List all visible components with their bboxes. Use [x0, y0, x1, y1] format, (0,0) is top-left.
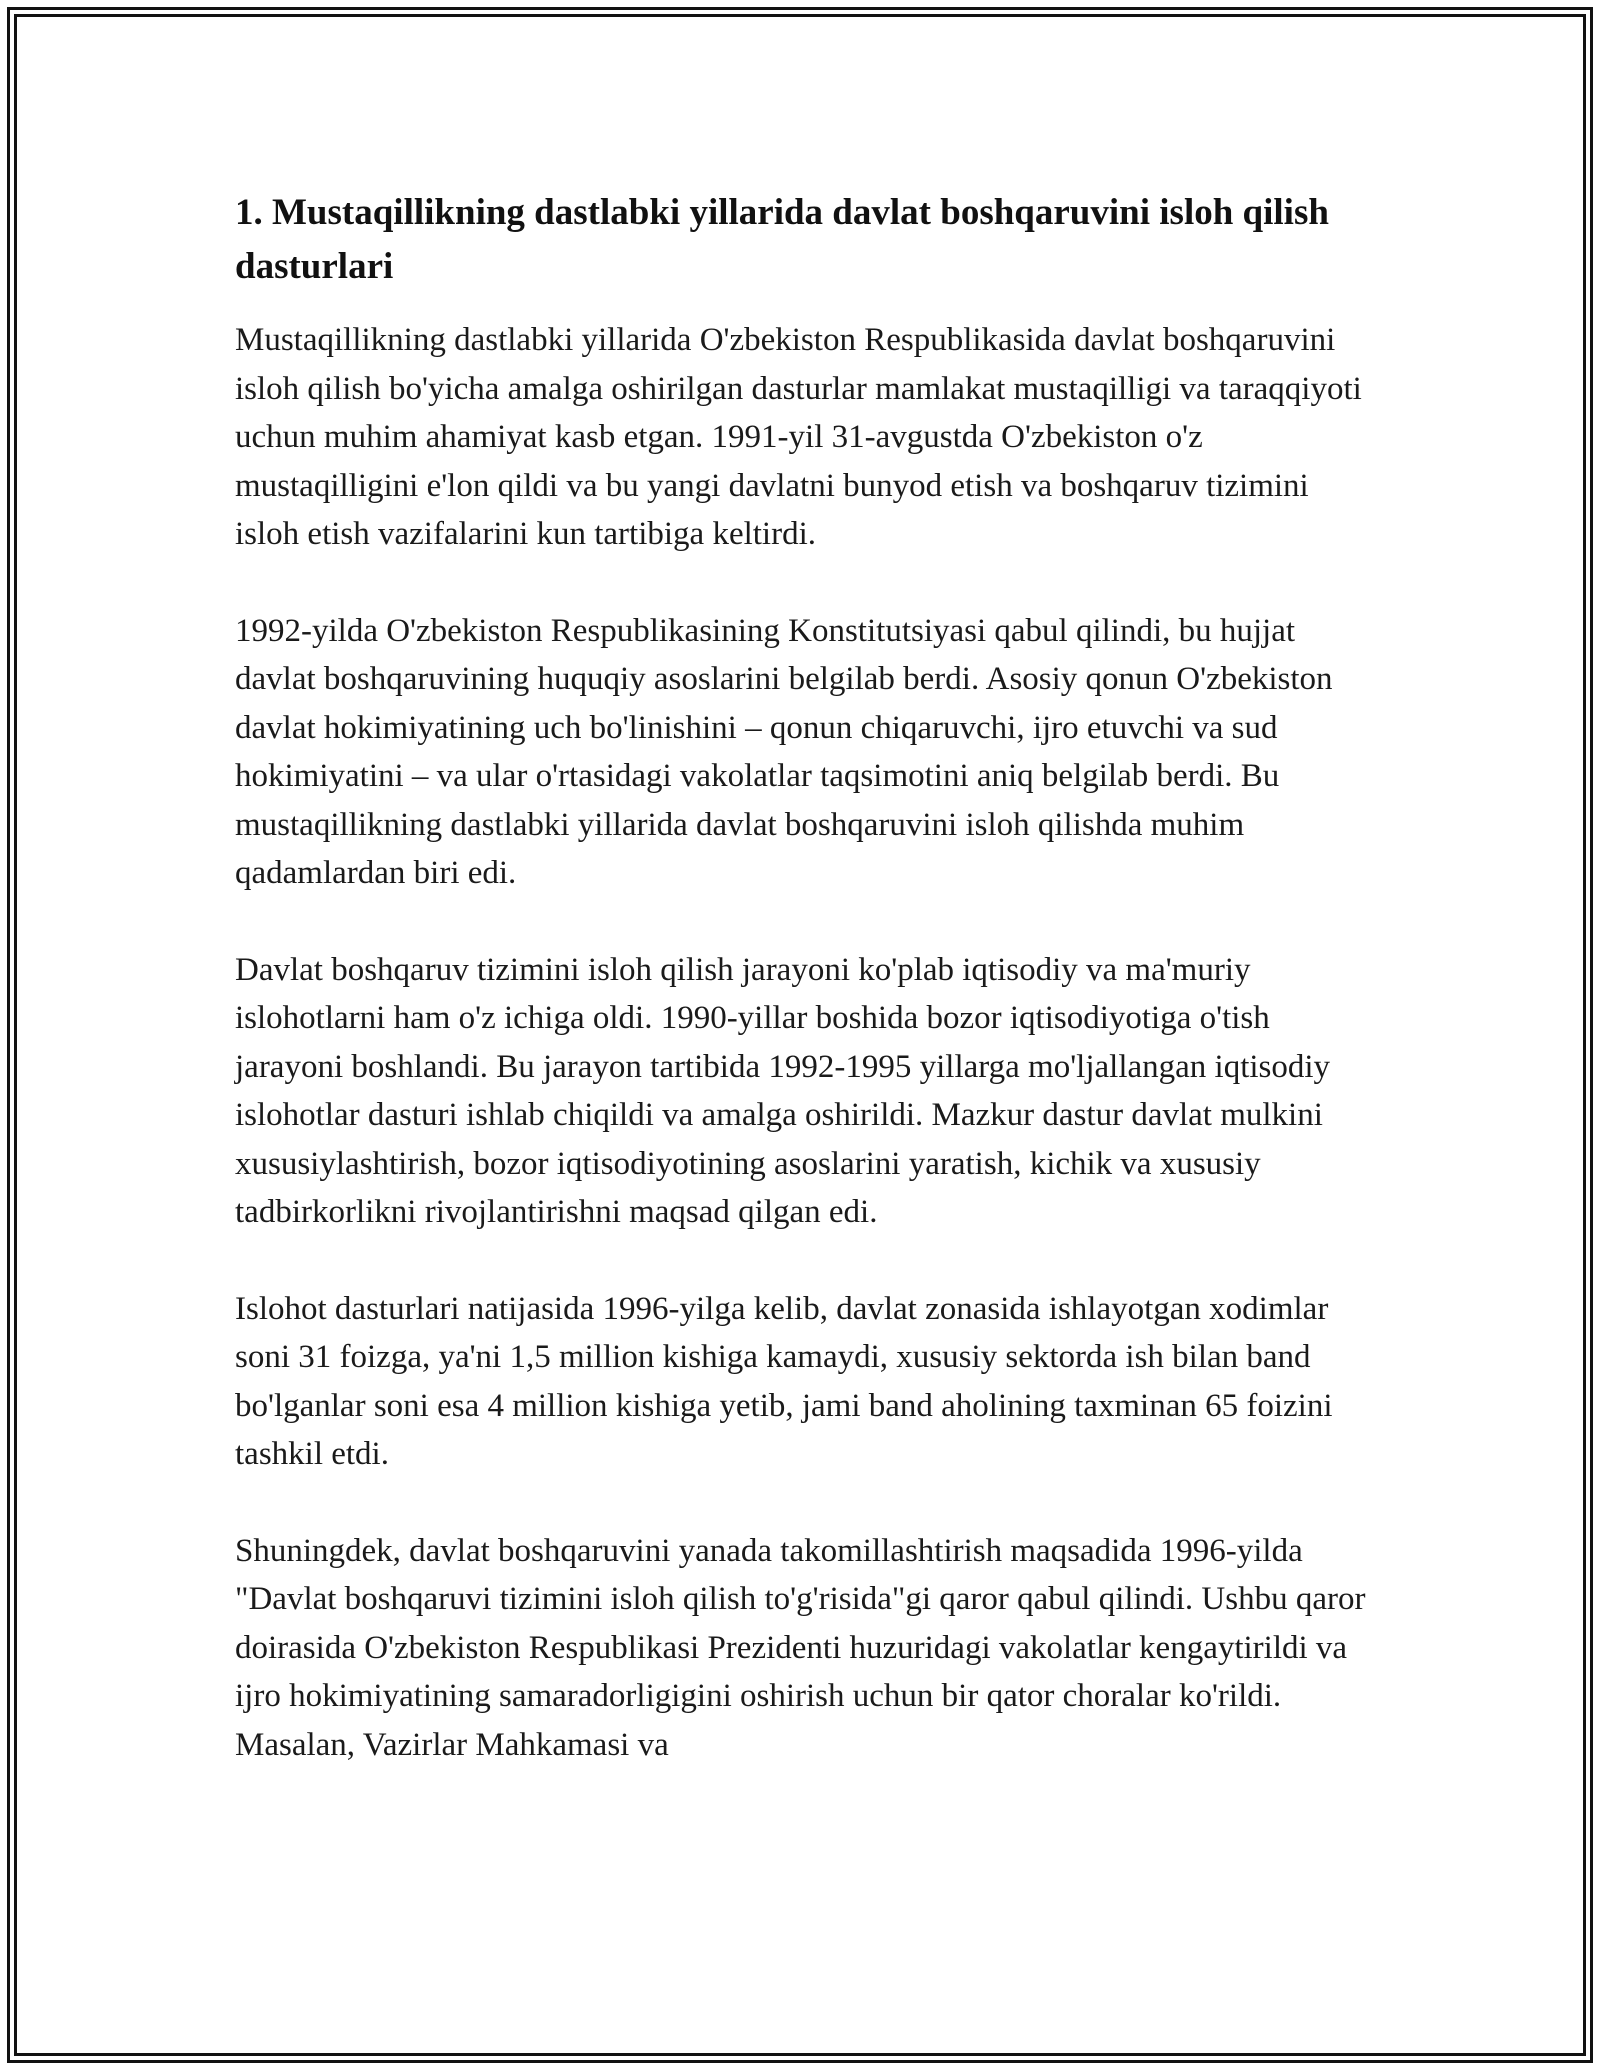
paragraph-2: 1992-yilda O'zbekiston Respublikasining Konstitutsiyasi qabul qilindi, bu hujjat davlat boshqaruvining huquqiy asoslarini belgilab berdi. Asosiy qonun O'zbekiston davlat hokimiyatining uch bo'linishini – qonun chiqaruvchi, ijro etuvchi va sud hokimiyatini – va ular o'rtasidagi vakolatlar taqsimotini aniq belgilab berdi. Bu mustaqillikning dastlabki yillarida davlat boshqaruvini isloh qilishda muhim qadamlardan biri edi. [235, 612, 1333, 891]
paragraph-4: Islohot dasturlari natijasida 1996-yilga kelib, davlat zonasida ishlayotgan xodimlar soni 31 foizga, ya'ni 1,5 million kishiga kamaydi, xususiy sektorda ish bilan band bo'lganlar soni esa 4 million kishiga yetib, jami band aholining taxminan 65 foizini tashkil etdi. [235, 1290, 1333, 1472]
section-heading: 1. Mustaqillikning dastlabki yillarida davlat boshqaruvini isloh qilish dasturlari [235, 192, 1329, 287]
paragraph-3: Davlat boshqaruv tizimini isloh qilish jarayoni ko'plab iqtisodiy va ma'muriy islohotlarni ham o'z ichiga oldi. 1990-yillar boshida bozor iqtisodiyotiga o'tish jarayoni boshlandi. Bu jarayon tartibida 1992-1995 yillarga mo'ljallangan iqtisodiy islohotlar dasturi ishlab chiqildi va amalga oshirildi. Mazkur dastur davlat mulkini xususiylashtirish, bozor iqtisodiyotining asoslarini yaratish, kichik va xususiy tadbirkorlikni rivojlantirishni maqsad qilgan edi. [235, 951, 1331, 1230]
paragraph-1: Mustaqillikning dastlabki yillarida O'zbekiston Respublikasida davlat boshqaruvini isloh qilish bo'yicha amalga oshirilgan dasturlar mamlakat mustaqilligi va taraqqiyoti uchun muhim ahamiyat kasb etgan. 1991-yil 31-avgustda O'zbekiston o'z mustaqilligini e'lon qildi va bu yangi davlatni bunyod etish va boshqaruv tizimini isloh etish vazifalarini kun tartibiga keltirdi. [235, 322, 1362, 552]
document-body [235, 186, 1375, 1817]
paragraph-5: Shuningdek, davlat boshqaruvini yanada takomillashtirish maqsadida 1996-yilda "Davlat boshqaruvi tizimini isloh qilish to'g'risida"gi qaror qabul qilindi. Ushbu qaror doirasida O'zbekiston Respublikasi Prezidenti huzuridagi vakolatlar kengaytirildi va ijro hokimiyatining samaradorligigini oshirish uchun bir qator choralar ko'rildi. Masalan, Vazirlar Mahkamasi va [235, 1532, 1366, 1763]
